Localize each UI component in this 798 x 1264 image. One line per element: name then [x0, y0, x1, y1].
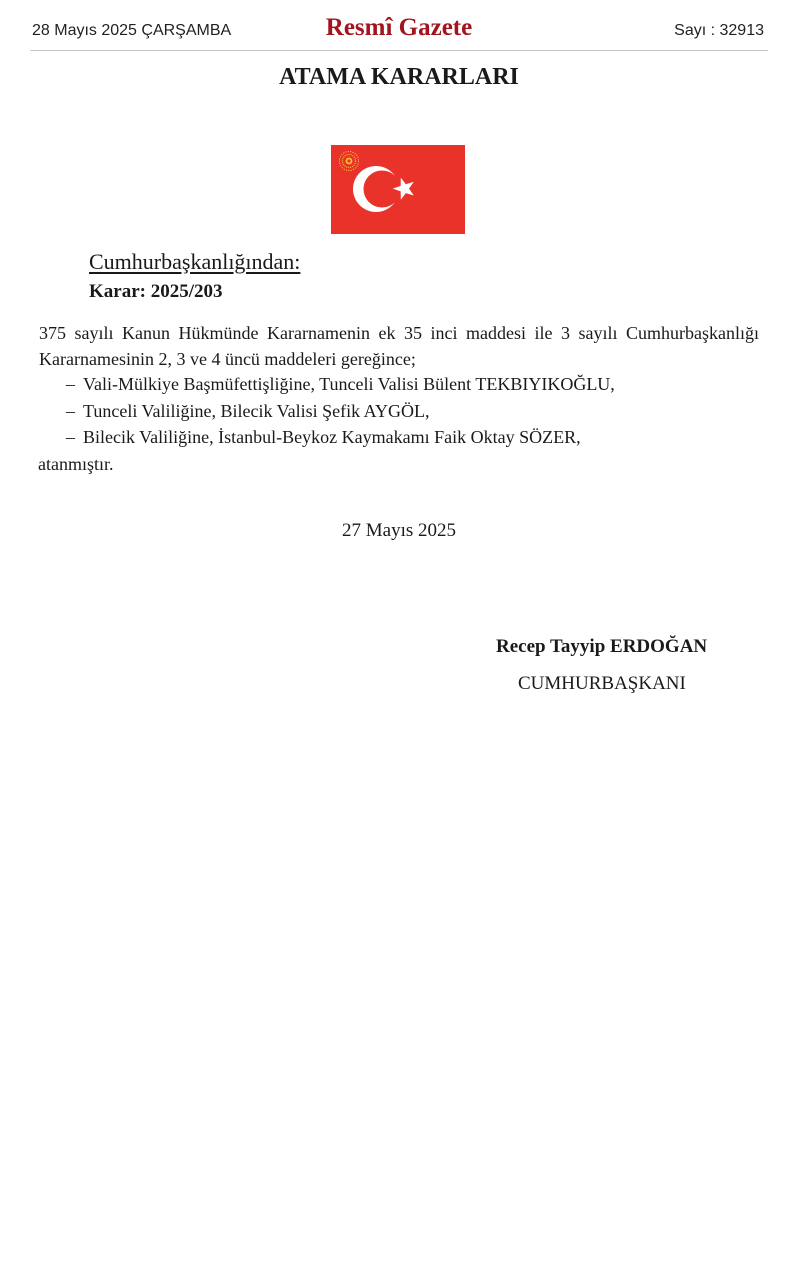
issue-number: Sayı : 32913 — [674, 22, 764, 39]
signer-name: Recep Tayyip ERDOĞAN — [496, 636, 708, 657]
appointment-text: Vali-Mülkiye Başmüfettişliğine, Tunceli Valisi Bülent TEKBIYIKOĞLU, — [83, 374, 615, 394]
list-dash: – — [66, 401, 75, 421]
appointment-item — [66, 424, 581, 450]
decision-number: Karar: 2025/203 — [89, 281, 223, 302]
decision-intro: 375 sayılı Kanun Hükmünde Kararnamenin ek 35 inci maddesi ile 3 sayılı Cumhurbaşkanlığı Kararnamesinin 2, 3 ve 4 üncü maddeleri gereğince; — [39, 323, 759, 369]
list-dash: – — [66, 374, 75, 394]
signer-title: CUMHURBAŞKANI — [518, 673, 686, 694]
gazette-title: Resmî Gazete — [325, 14, 473, 41]
appointment-item — [66, 398, 430, 424]
appointment-item — [66, 371, 615, 397]
section-title: ATAMA KARARLARI — [279, 64, 519, 90]
list-dash: – — [66, 427, 75, 447]
decision-closing: atanmıştır. — [38, 454, 114, 474]
header-date: 28 Mayıs 2025 ÇARŞAMBA — [32, 22, 232, 39]
turkish-flag-icon — [331, 145, 465, 234]
appointment-text: Bilecik Valiliğine, İstanbul-Beykoz Kaymakamı Faik Oktay SÖZER, — [83, 427, 581, 447]
signature-date: 27 Mayıs 2025 — [342, 520, 456, 541]
issuing-authority: Cumhurbaşkanlığından: — [89, 249, 301, 274]
page-header — [30, 14, 768, 51]
appointment-text: Tunceli Valiliğine, Bilecik Valisi Şefik AYGÖL, — [83, 401, 430, 421]
